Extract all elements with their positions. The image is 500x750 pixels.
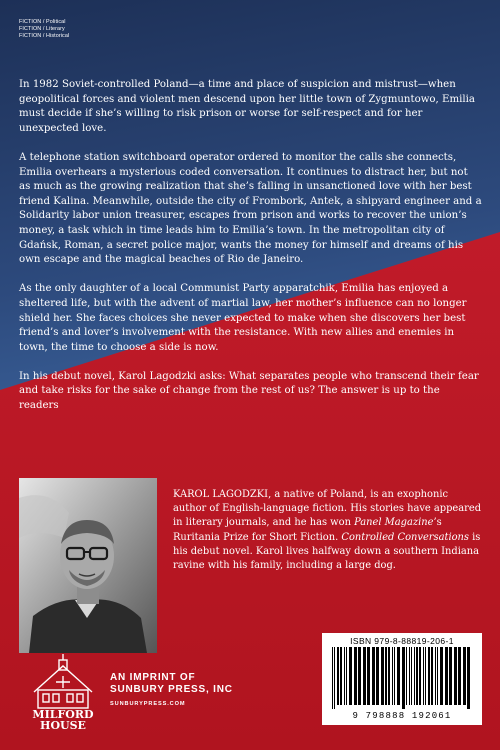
imprint-publisher: SUNBURY PRESS, INC xyxy=(110,684,233,695)
barcode-digits: 9 798888 192061 xyxy=(352,711,452,721)
genre-list xyxy=(19,19,69,41)
imprint-line: AN IMPRINT OF xyxy=(110,672,196,683)
isbn-barcode-box xyxy=(322,633,482,725)
publisher-imprint xyxy=(110,672,233,710)
blurb-paragraph: A telephone station switchboard operator ordered to monitor the calls she connects, Emilia overhears a mysterious coded conversation. It continues to distract her, but not as much as the growing realization that she’s falling in unsanctioned love with her best friend Kalina. Meanwhile, outside the city of Frombork, Antek, a shipyard engineer and a Solidarity labor union treasurer, escapes from prison and works to recover the union’s money, a task which in time leads him to Emilia’s town. In the metropolitan city of Gdańsk, Roman, a secret police major, wants the money for himself and dreams of his own escape and the magical beaches of Rio de Janeiro. xyxy=(19,151,482,266)
book-blurb xyxy=(19,78,482,428)
logo-line: MILFORD xyxy=(32,708,94,721)
bio-text: KAROL LAGODZKI, a native of Poland, is an exophonic author of English-language fiction. His stories have appeared in literary journals, and he has won xyxy=(173,489,482,529)
author-portrait-image xyxy=(19,478,157,653)
milford-house-logo xyxy=(20,652,106,732)
blurb-paragraph: In his debut novel, Karol Lagodzki asks: What separates people who transcend their fear and take risks for the sake of change from the rest of us? The answer is up to the readers xyxy=(19,370,479,412)
bio-text: is his debut novel. Karol lives halfway down a southern Indiana ravine with his family, including a large dog. xyxy=(173,531,481,572)
book-title: Controlled Conversations xyxy=(341,531,469,543)
publisher-url: SUNBURYPRESS.COM xyxy=(110,701,186,707)
logo-line: HOUSE xyxy=(40,719,86,732)
genre-line: FICTION / Political xyxy=(19,19,66,25)
genre-line: FICTION / Historical xyxy=(19,33,70,40)
blurb-paragraph: As the only daughter of a local Communist Party apparatchik, Emilia has enjoyed a sheltered life, but with the advent of martial law, her mother’s influence can no longer shield her. She faces choices she never expected to make when she discovers her best friend’s and lover’s involvement with the resistance. With new allies and enemies in town, the time to choose a side is now. xyxy=(19,283,467,353)
author-photo xyxy=(19,478,157,653)
magazine-title: Panel Magazine xyxy=(354,517,434,529)
isbn-label: ISBN 979-8-88819-206-1 xyxy=(350,636,454,646)
barcode-icon xyxy=(330,647,474,709)
blurb-paragraph: In 1982 Soviet-controlled Poland—a time and place of suspicion and mistrust—when geopolitical forces and violent men descend upon her little town of Zygmuntowo, Emilia must decide if she’s willing to risk prison or worse for self-respect and for her unexpected love. xyxy=(19,79,475,134)
genre-line: FICTION / Literary xyxy=(19,26,65,33)
author-bio xyxy=(173,488,483,573)
bio-text: ’s Ruritania Prize for Short Fiction. xyxy=(173,517,442,543)
